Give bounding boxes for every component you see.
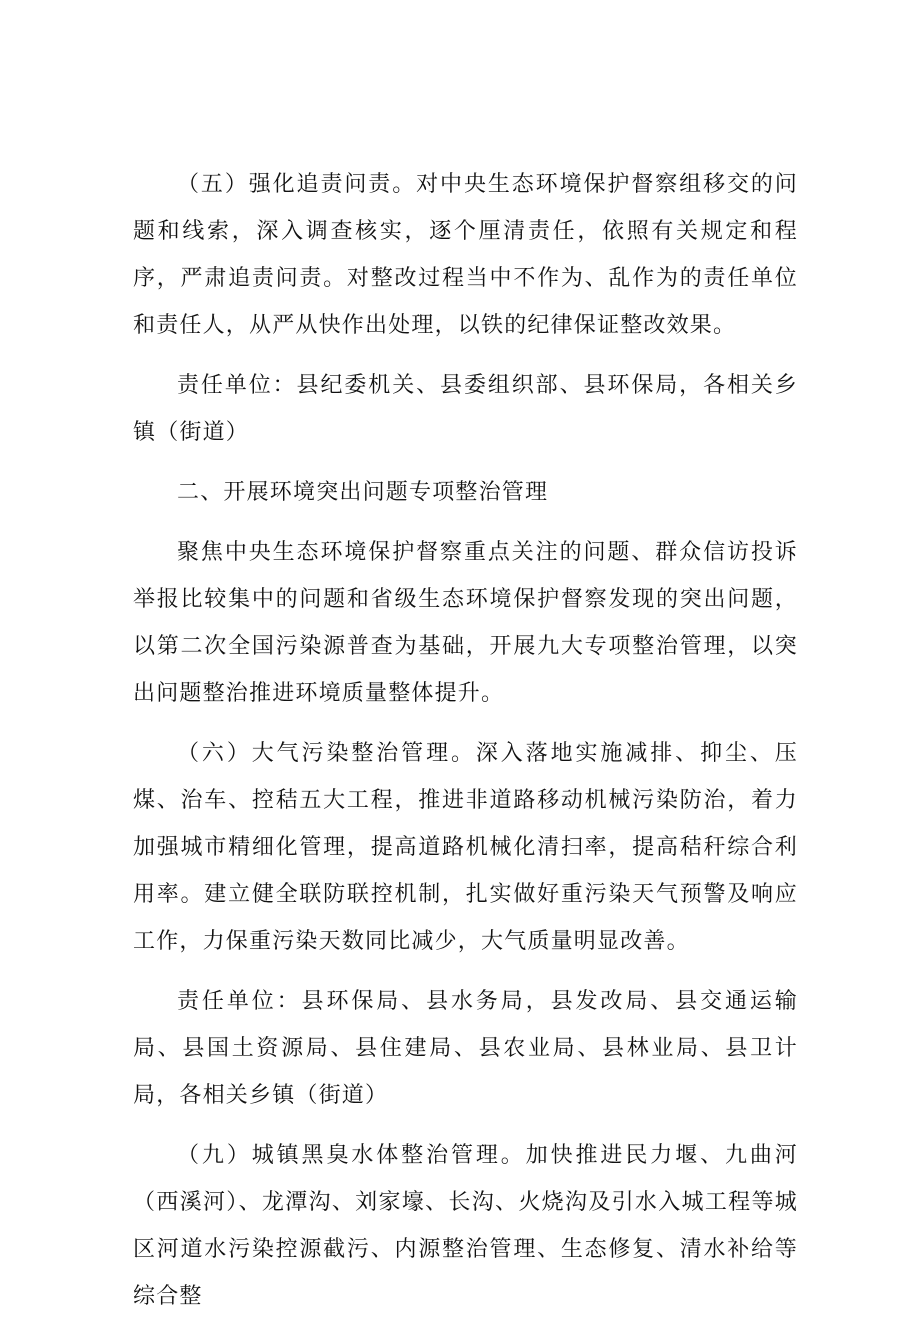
paragraph-focus: 聚焦中央生态环境保护督察重点关注的问题、群众信访投诉举报比较集中的问题和省级生态环境保护督察发现的突出问题，以第二次全国污染源普查为基础，开展九大专项整治管理，以突出问题整治推进环境质量整体提升。 [133,540,798,706]
document-body [133,161,798,1333]
paragraph-air-pollution: （六）大气污染整治管理。深入落地实施减排、抑尘、压煤、治车、控秸五大工程，推进非道路移动机械污染防治，着力加强城市精细化管理，提高道路机械化清扫率，提高秸秆综合利用率。建立健全联防联控机制，扎实做好重污染天气预警及响应工作，力保重污染天数同比减少，大气质量明显改善。 [133,741,798,954]
paragraph-black-odorous-water: （九）城镇黑臭水体整治管理。加快推进民力堰、九曲河（西溪河）、龙潭沟、刘家壕、长沟、火烧沟及引水入城工程等城区河道水污染控源截污、内源整治管理、生态修复、清水补给等综合整 [133,1143,798,1309]
paragraph-accountability: （五）强化追责问责。对中央生态环境保护督察组移交的问题和线索，深入调查核实，逐个厘清责任，依照有关规定和程序，严肃追责问责。对整改过程当中不作为、乱作为的责任单位和责任人，从严从快作出处理，以铁的纪律保证整改效果。 [133,172,798,338]
section-heading: 二、开展环境突出问题专项整治管理 [177,480,549,505]
paragraph-responsible-units-1: 责任单位：县纪委机关、县委组织部、县环保局，各相关乡镇（街道） [133,373,798,445]
paragraph-responsible-units-2: 责任单位：县环保局、县水务局，县发改局、县交通运输局、县国土资源局、县住建局、县农业局、县林业局、县卫计局，各相关乡镇（街道） [133,989,798,1108]
